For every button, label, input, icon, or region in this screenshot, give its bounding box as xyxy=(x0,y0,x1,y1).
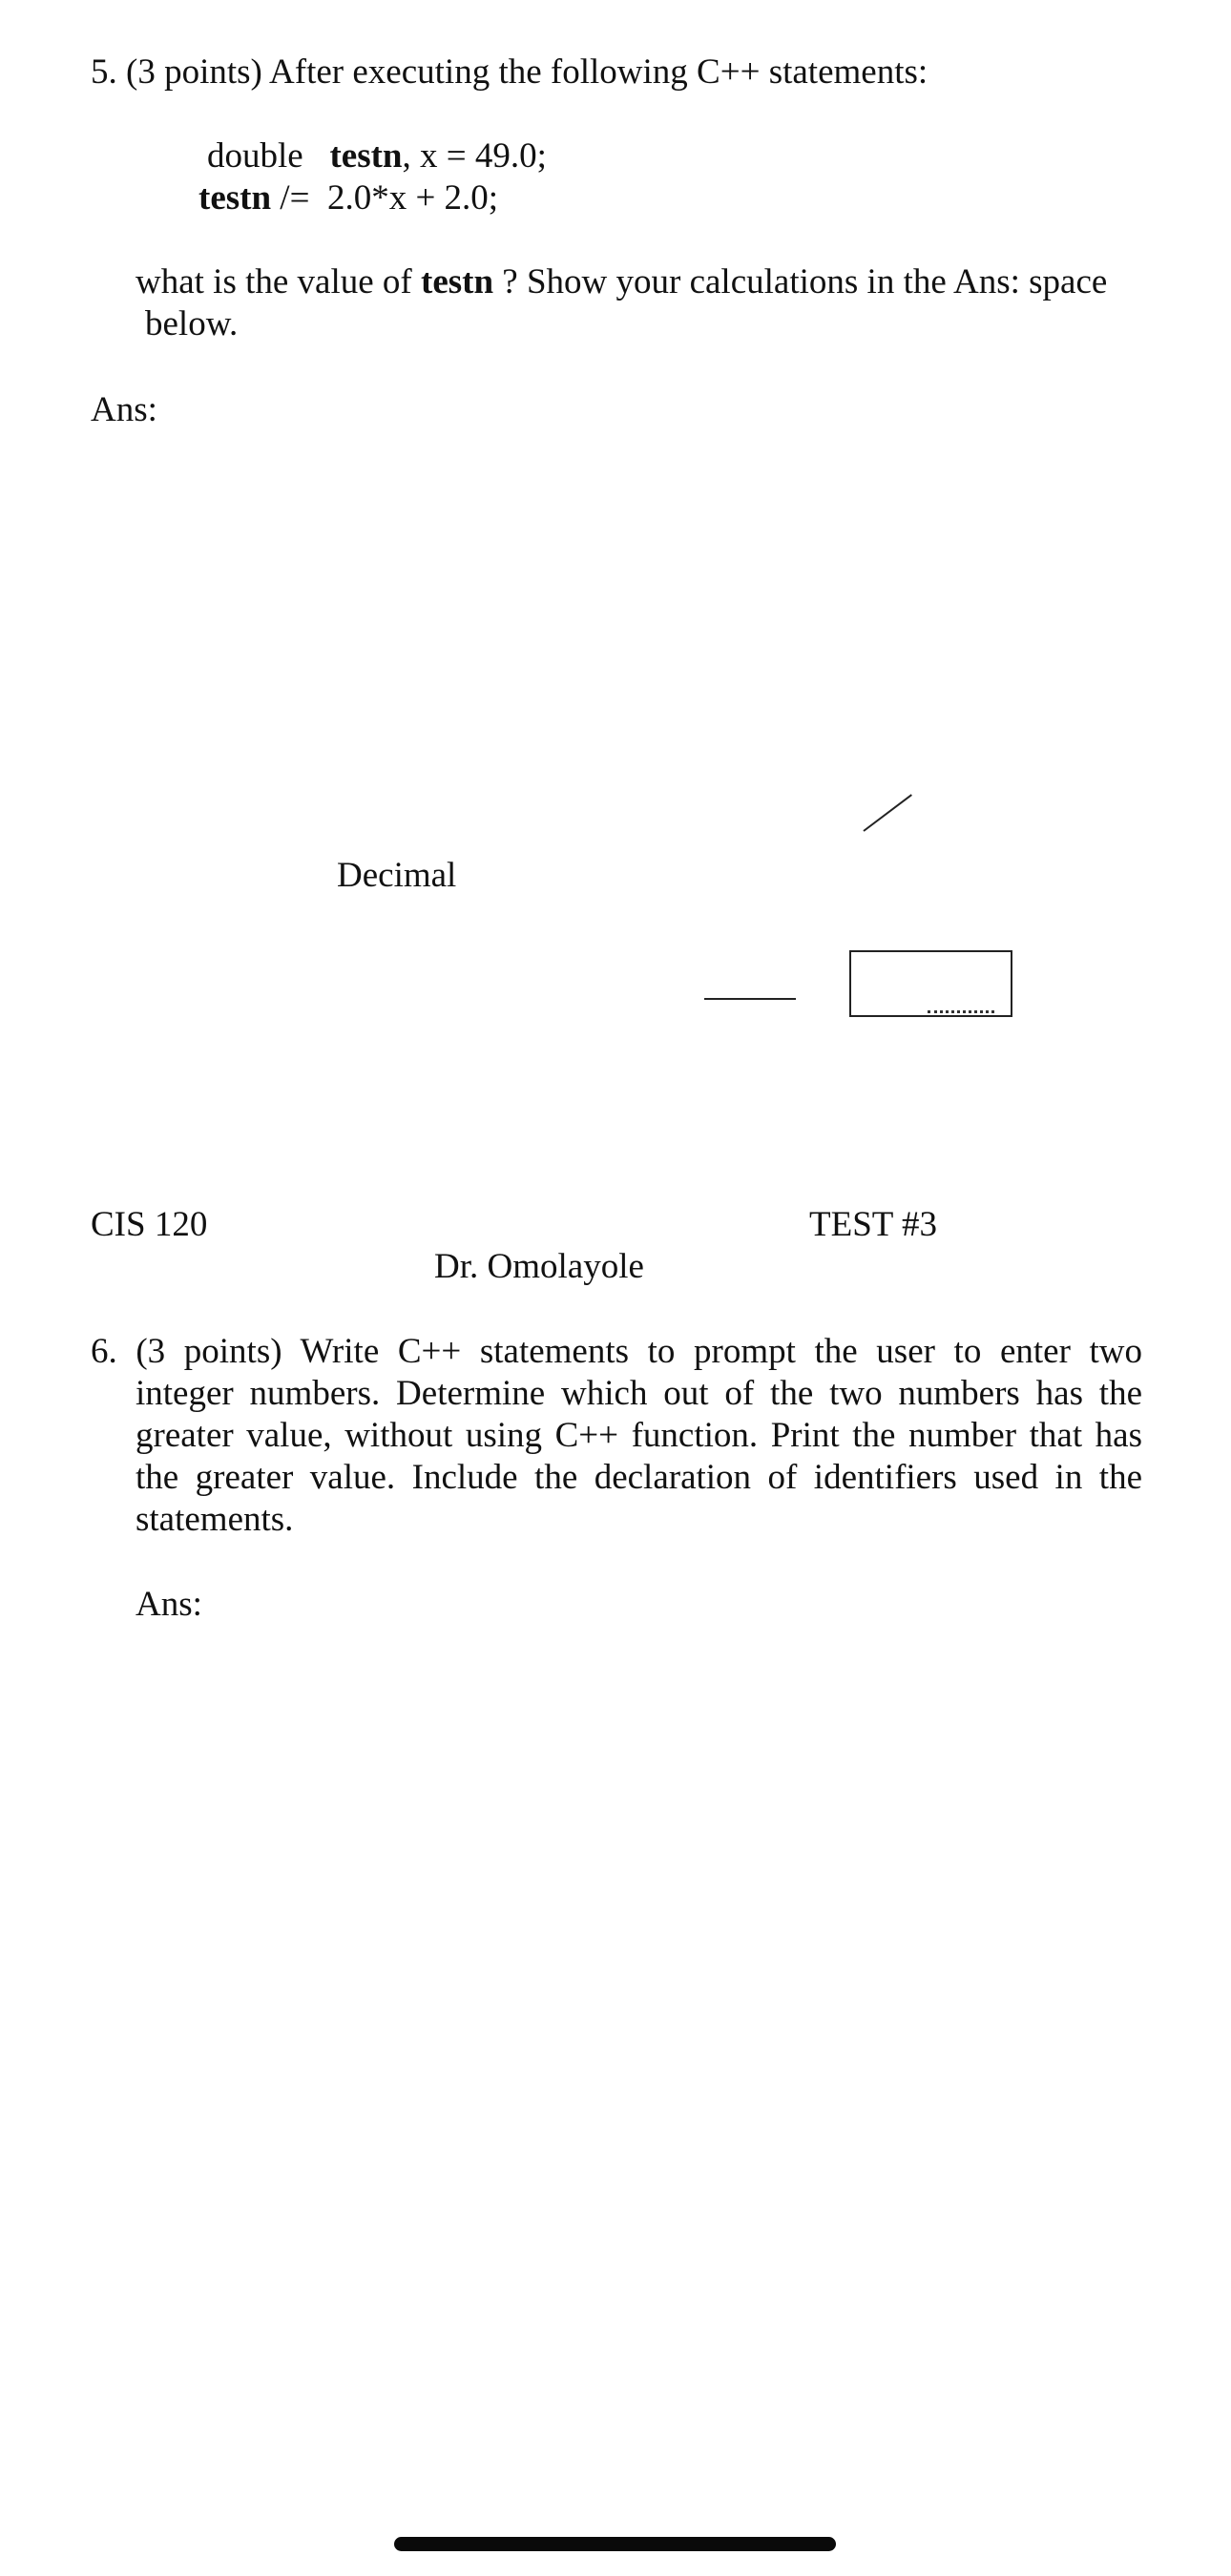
code-line-1-rest: , x = 49.0; xyxy=(402,136,547,176)
question6-text: integer numbers. Determine which out of the two numbers has the greater value, without using C++ function. Print the number that has the greater value. Include the declaration of identifiers used in the statements. xyxy=(136,1374,1142,1539)
course-label: CIS 120 xyxy=(91,1205,208,1244)
code-var-testn-2: testn xyxy=(198,178,272,218)
question5-text-part2: ? Show your calculations in the Ans: space xyxy=(493,262,1108,301)
question5-ans-label: Ans: xyxy=(91,390,157,429)
code-type-keyword: double xyxy=(207,136,303,176)
question5-text-line2: below. xyxy=(145,304,239,343)
question5-text-part1: what is the value of xyxy=(136,262,421,301)
code-line-1 xyxy=(207,135,547,177)
test-label: TEST #3 xyxy=(809,1205,937,1244)
empty-box xyxy=(849,950,1012,1017)
diagonal-line xyxy=(863,794,912,832)
question5-text xyxy=(136,261,1107,303)
home-indicator-bar[interactable] xyxy=(394,2537,836,2551)
instructor-label: Dr. Omolayole xyxy=(434,1247,644,1286)
question5-text-var: testn xyxy=(421,262,494,301)
short-rule-line xyxy=(704,998,796,1000)
question5-prompt: 5. (3 points) After executing the following C++ statements: xyxy=(91,52,928,92)
question6-ans-label: Ans: xyxy=(136,1585,202,1624)
code-var-testn: testn xyxy=(329,136,403,176)
box-peek-text-fragment xyxy=(928,1010,994,1017)
question6-first-line: 6. (3 points) Write C++ statements to prompt the user to enter two xyxy=(91,1332,1142,1371)
code-line-2 xyxy=(198,177,498,219)
decimal-label: Decimal xyxy=(337,856,457,895)
code-line-2-rest: /= 2.0*x + 2.0; xyxy=(271,178,499,218)
